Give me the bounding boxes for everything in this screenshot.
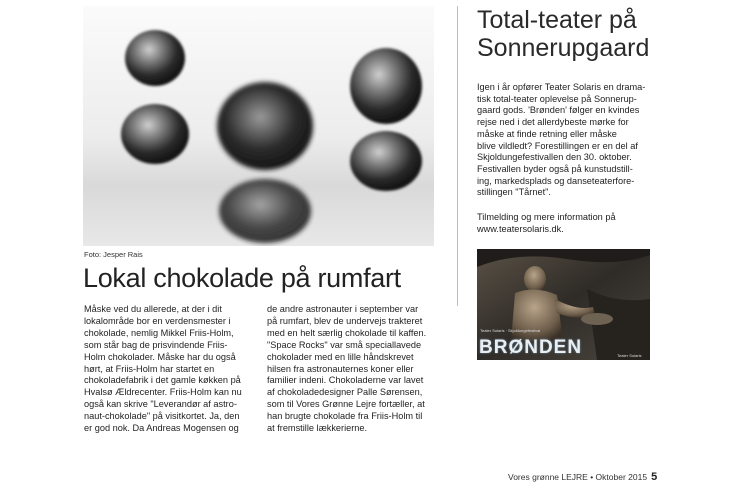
text-line: af chokoladedesigner Palle Sørensen, <box>267 387 423 398</box>
text-line: chokoladefabrik i det gamle køkken på <box>84 375 241 386</box>
text-line: naut-chokolade" på visitkortet. Ja, den <box>84 411 240 422</box>
text-line: som står bag de prisvindende Friis- <box>84 339 228 350</box>
text-line: de andre astronauter i september var <box>267 304 419 314</box>
sidebar-info <box>477 212 616 235</box>
text-line: stillingen "Tårnet". <box>477 187 551 198</box>
text-line: Hvalsø Ældrecenter. Friis-Holm kan nu <box>84 387 242 398</box>
text-line: på rumfart, blev de undervejs trakteret <box>267 315 423 326</box>
article-column-2 <box>267 304 442 435</box>
text-line: som til Vores Grønne Lejre fortæller, at <box>267 399 425 410</box>
sidebar-headline-line: Total-teater på <box>477 6 637 34</box>
text-line: ing, markedsplads og danseteaterfore- <box>477 175 635 186</box>
text-line: måske at finde retning eller måske <box>477 128 617 139</box>
text-line: Holm chokolader. Måske har du også <box>84 351 236 362</box>
chocolate-piece-right <box>350 48 422 191</box>
text-line: tisk total-teater oplevelse på Sonnerup- <box>477 93 637 104</box>
text-line: også kan skrive "Leverandør af astro- <box>84 399 237 410</box>
text-line: er god nok. Da Andreas Mogensen og <box>84 423 239 434</box>
text-line: Skjoldungefestivallen den 30. oktober. <box>477 152 632 163</box>
footer-publication: Vores grønne LEJRE • Oktober 2015 <box>508 472 648 482</box>
sidebar-headline-line: Sonnerupgaard <box>477 34 650 62</box>
text-line: hørt, at Friis-Holm har startet en <box>84 363 215 374</box>
text-line: hilsen fra astronauternes koner eller <box>267 363 414 374</box>
text-line: chokolade, nemlig Mikkel Friis-Holm, <box>84 327 234 338</box>
chocolate-photo <box>83 6 434 246</box>
article-column-1 <box>84 304 254 435</box>
text-line: lokalområde bor en verdensmester i <box>84 315 231 326</box>
article-headline: Lokal chokolade på rumfart <box>83 263 401 293</box>
poster-caption: Teater Solaris · Skjoldungefestival <box>480 328 541 333</box>
sidebar-body <box>477 82 645 199</box>
text-line: rejse ned i det allerdybeste mørke for <box>477 117 629 128</box>
chocolate-piece-left <box>121 30 189 164</box>
text-line: gaard gods. 'Brønden' følger en kvindes <box>477 105 640 116</box>
text-line: Tilmelding og mere information på <box>477 212 616 222</box>
text-line: "Space Rocks" var små speciallavede <box>267 339 422 350</box>
text-line: at fremstille lækkerierne. <box>267 423 368 434</box>
text-line: Måske ved du allerede, at der i dit <box>84 304 222 314</box>
chocolate-piece-center <box>217 82 313 243</box>
text-line: Festivallen byder også på kunstudstill- <box>477 163 633 174</box>
text-line: chokolader med en lille håndskrevet <box>267 351 414 362</box>
photo-credit: Foto: Jesper Rais <box>84 250 143 259</box>
text-line: han brugte chokolade fra Friis-Holm til <box>267 411 423 422</box>
text-line: blive vildledt? Forestillingen er en del af <box>477 140 638 151</box>
text-line: familier indeni. Chokoladerne var lavet <box>267 375 424 386</box>
sidebar-headline <box>477 6 649 62</box>
website-link[interactable]: www.teatersolaris.dk. <box>477 223 564 234</box>
page-footer <box>508 471 657 483</box>
page-number: 5 <box>651 471 658 483</box>
bronden-poster <box>477 249 650 360</box>
text-line: Igen i år opfører Teater Solaris en drama- <box>477 82 646 92</box>
column-divider <box>457 6 458 306</box>
text-line: med en helt særlig chokolade til kaffen. <box>267 327 427 338</box>
poster-tag: Teater Solaris <box>617 353 642 358</box>
poster-title: BRØNDEN <box>479 337 583 358</box>
